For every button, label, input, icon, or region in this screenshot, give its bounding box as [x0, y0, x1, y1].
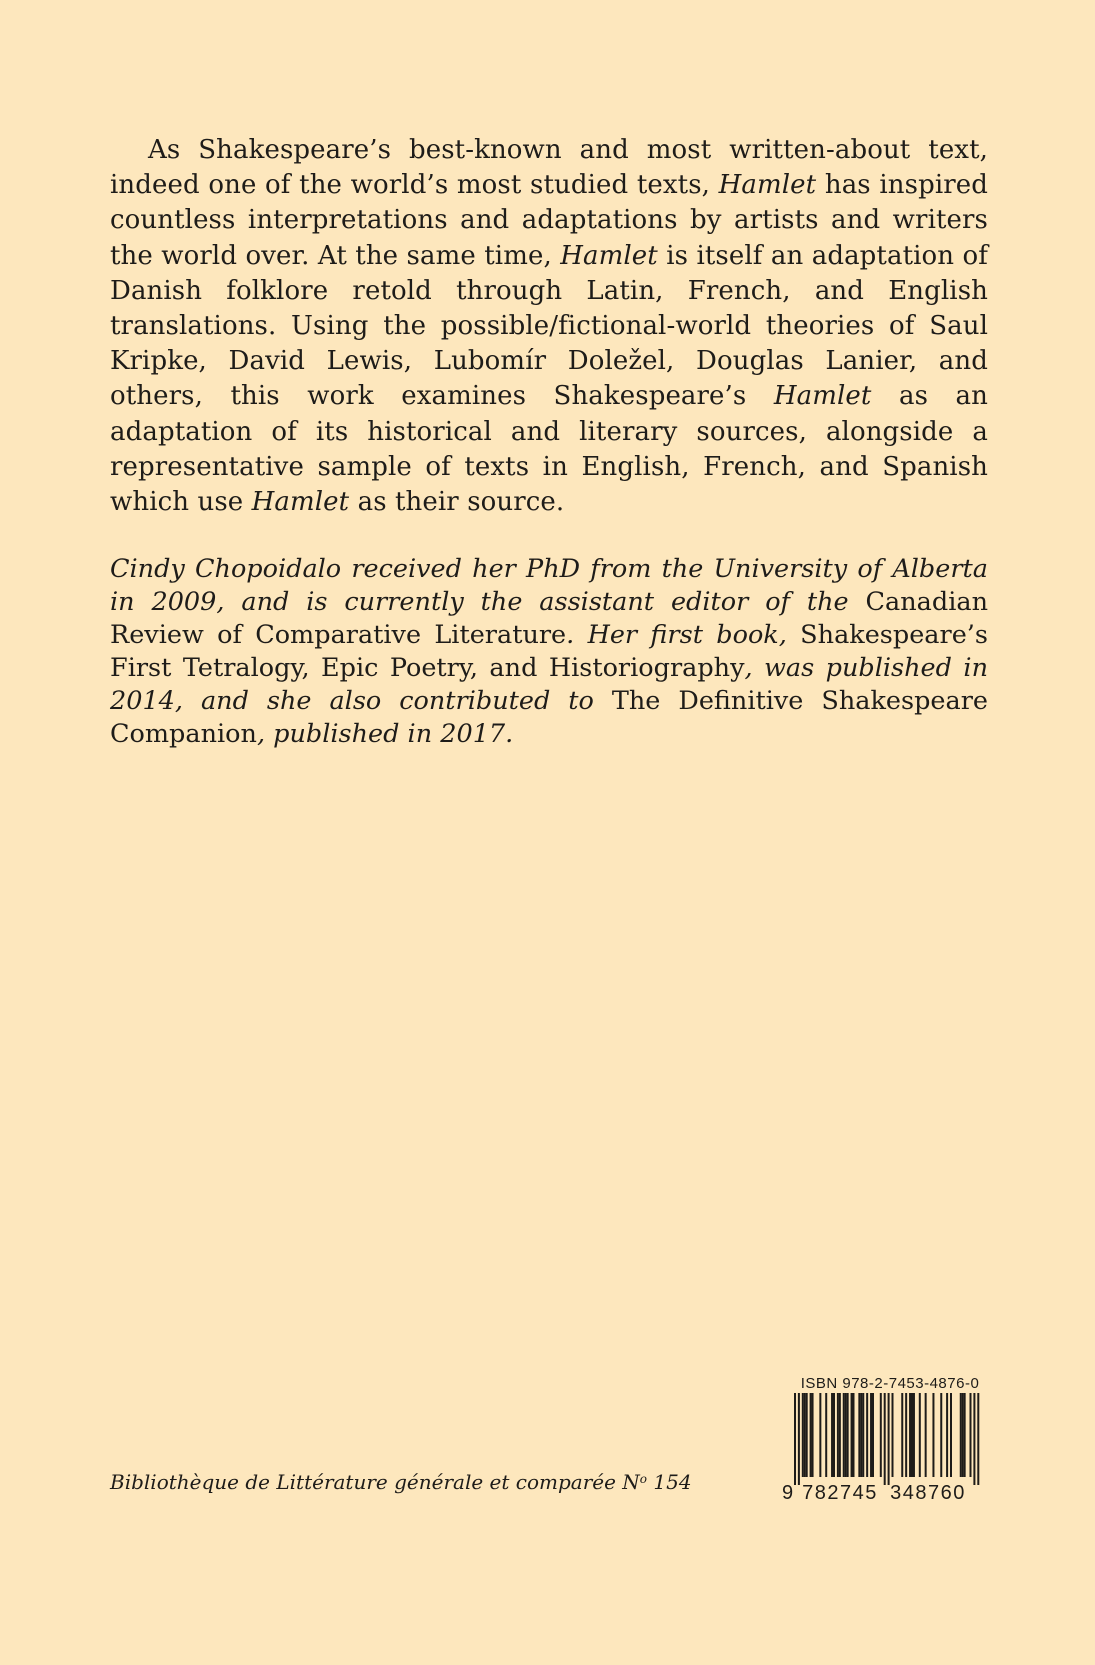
barcode-bar: [858, 1393, 860, 1477]
barcode-bar: [831, 1393, 833, 1477]
barcode-left-digits: 782745: [802, 1482, 878, 1503]
title-hamlet: Hamlet: [251, 487, 350, 518]
barcode-bar: [946, 1393, 948, 1477]
bio-text: Cindy Chopoidalo received her PhD from the University of Alberta in 2009, and is currently the assistant editor of the: [110, 554, 988, 617]
barcode-bar: [913, 1393, 915, 1477]
author-bio: [110, 553, 988, 751]
barcode-bar: [837, 1393, 839, 1477]
barcode-guard-bar: [973, 1393, 975, 1485]
barcode-bar: [872, 1393, 874, 1477]
title-hamlet: Hamlet: [560, 240, 658, 271]
barcode-bar: [833, 1393, 835, 1477]
barcode-bar: [911, 1393, 913, 1477]
series-line: [110, 1470, 692, 1494]
barcode-bar: [819, 1393, 821, 1477]
bio-text: , was published in 2014, and she also contributed to: [110, 653, 988, 716]
journal-title: Canadian Review of Comparative Literature: [110, 587, 988, 650]
barcode-bar: [812, 1393, 814, 1477]
barcode-bar: [804, 1393, 806, 1477]
first-book-title: Shakespeare’s First Tetralogy, Epic Poetry, and Historiography: [110, 620, 988, 683]
barcode-bar: [892, 1393, 894, 1477]
barcode-guard-bar: [794, 1393, 796, 1485]
barcode-guard-bar: [977, 1393, 979, 1485]
bio-text: , published in 2017.: [256, 719, 514, 749]
title-hamlet: Hamlet: [718, 170, 817, 201]
barcode-first-digit: 9: [782, 1482, 794, 1503]
blurb-text: As Shakespeare’s best-known and most written-about text, indeed one of the world’s most studied texts,: [110, 135, 988, 201]
barcode-bar: [960, 1393, 962, 1477]
barcode-guard-bar: [888, 1393, 890, 1485]
barcode-bar: [901, 1393, 903, 1477]
bio-text: . Her first book,: [566, 620, 801, 650]
series-number-sign: o: [639, 1472, 648, 1486]
barcode-bar: [851, 1393, 853, 1477]
barcode-bar: [962, 1393, 964, 1477]
barcode-bar: [853, 1393, 855, 1477]
barcode-bar: [810, 1393, 812, 1477]
barcode-right-digits: 348760: [890, 1482, 966, 1503]
barcode-bar: [860, 1393, 862, 1477]
barcode-bar: [839, 1393, 841, 1477]
book-description: [110, 133, 988, 520]
barcode-bar: [919, 1393, 921, 1477]
barcode-bar: [950, 1393, 952, 1477]
barcode-guard-bar: [798, 1393, 800, 1485]
title-hamlet: Hamlet: [773, 381, 872, 412]
barcode-bar: [845, 1393, 847, 1477]
barcode-bar: [806, 1393, 808, 1477]
blurb-text: as an adaptation of its historical and literary sources, alongside a representative sample of texts in English, French, and Spanish which use: [110, 381, 988, 518]
barcode-bar: [909, 1393, 911, 1477]
isbn-label: ISBN 978-2-7453-4876-0: [800, 1375, 980, 1392]
barcode-bar: [866, 1393, 868, 1477]
barcode-graphic: [778, 1393, 986, 1503]
series-number: 154: [647, 1470, 692, 1494]
blurb-text: as their source.: [349, 487, 565, 518]
barcode-guard-bar: [884, 1393, 886, 1485]
barcode-bar: [964, 1393, 966, 1477]
series-name: Bibliothèque de Littérature générale et comparée N: [110, 1470, 640, 1494]
barcode-bar: [905, 1393, 907, 1477]
isbn-barcode: [778, 1393, 986, 1503]
barcode-bar: [870, 1393, 872, 1477]
barcode-bar: [862, 1393, 864, 1477]
barcode-bar: [932, 1393, 934, 1477]
barcode-bar: [847, 1393, 849, 1477]
barcode-bar: [802, 1393, 804, 1477]
barcode-bar: [843, 1393, 845, 1477]
barcode-bar: [970, 1393, 972, 1477]
companion-title: The Definitive Shakespeare Companion: [110, 686, 988, 749]
barcode-bar: [880, 1393, 882, 1477]
barcode-bar: [925, 1393, 927, 1477]
blurb-text: has inspired countless interpretations and adaptations by artists and writers the world over. At the same time,: [110, 170, 988, 271]
blurb-text: is itself an adaptation of Danish folklore retold through Latin, French, and English translations. Using the possible/fictional-world theories of Saul Kripke, David Lewis, Lubomír Doležel, Douglas Lanier, and others, this work examines Shakespeare’s: [110, 240, 988, 412]
barcode-bar: [940, 1393, 942, 1477]
barcode-bar: [825, 1393, 827, 1477]
